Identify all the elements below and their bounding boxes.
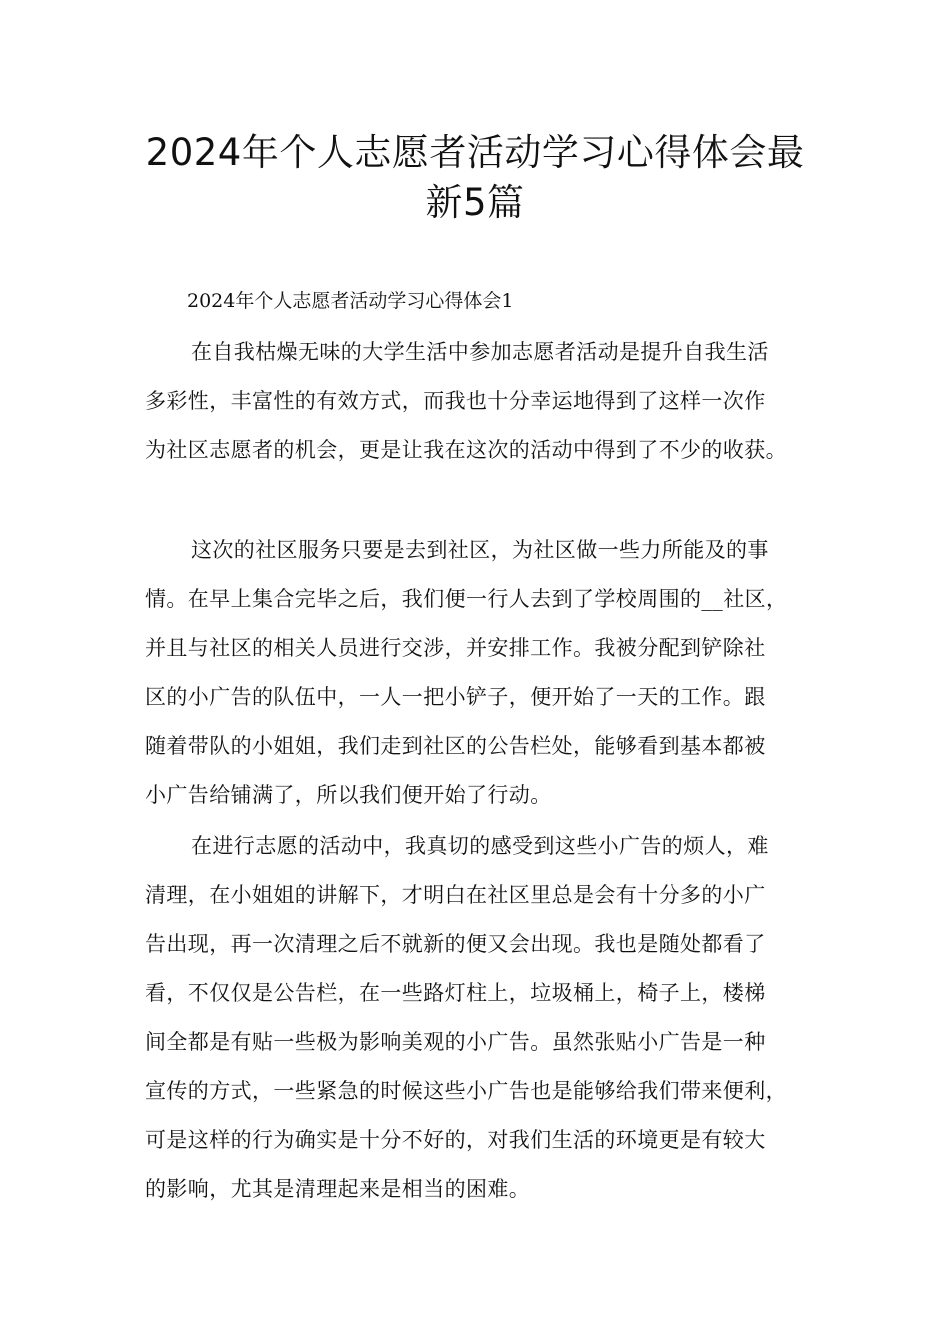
paragraph-line: 可是这样的行为确实是十分不好的，对我们生活的环境更是有较大 (145, 1128, 766, 1152)
paragraph-line: 间全都是有贴一些极为影响美观的小广告。虽然张贴小广告是一种 (145, 1030, 766, 1054)
paragraph-line: 宣传的方式，一些紧急的时候这些小广告也是能够给我们带来便利， (145, 1079, 787, 1103)
paragraph-line: 的影响，尤其是清理起来是相当的困难。 (145, 1177, 531, 1201)
paragraph-line: 告出现，再一次清理之后不就新的便又会出现。我也是随处都看了 (145, 932, 766, 956)
paragraph-2 (145, 526, 825, 820)
paragraph-line: 小广告给铺满了，所以我们便开始了行动。 (145, 783, 552, 807)
paragraph-1 (145, 328, 825, 475)
paragraph-line: 为社区志愿者的机会，更是让我在这次的活动中得到了不少的收获。 (145, 438, 787, 462)
title-line-2: 新5篇 (425, 181, 525, 224)
paragraph-line: 在自我枯燥无味的大学生活中参加志愿者活动是提升自我生活 (191, 340, 769, 364)
document-title (120, 128, 830, 228)
paragraph-line: 区的小广告的队伍中，一人一把小铲子，便开始了一天的工作。跟 (145, 685, 766, 709)
paragraph-line: 在进行志愿的活动中，我真切的感受到这些小广告的烦人，难 (191, 834, 769, 858)
paragraph-line: 看，不仅仅是公告栏，在一些路灯柱上，垃圾桶上，椅子上，楼梯 (145, 981, 766, 1005)
section-subheading: 2024年个人志愿者活动学习心得体会1 (187, 290, 514, 312)
paragraph-line: 这次的社区服务只要是去到社区，为社区做一些力所能及的事 (191, 538, 769, 562)
paragraph-3 (145, 822, 825, 1214)
paragraph-line: 多彩性，丰富性的有效方式，而我也十分幸运地得到了这样一次作 (145, 389, 766, 413)
paragraph-line: 清理，在小姐姐的讲解下，才明白在社区里总是会有十分多的小广 (145, 883, 766, 907)
paragraph-line: 随着带队的小姐姐，我们走到社区的公告栏处，能够看到基本都被 (145, 734, 766, 758)
paragraph-line: 情。在早上集合完毕之后，我们便一行人去到了学校周围的__社区， (145, 587, 788, 611)
paragraph-line: 并且与社区的相关人员进行交涉，并安排工作。我被分配到铲除社 (145, 636, 766, 660)
title-line-1: 2024年个人志愿者活动学习心得体会最 (145, 131, 805, 174)
